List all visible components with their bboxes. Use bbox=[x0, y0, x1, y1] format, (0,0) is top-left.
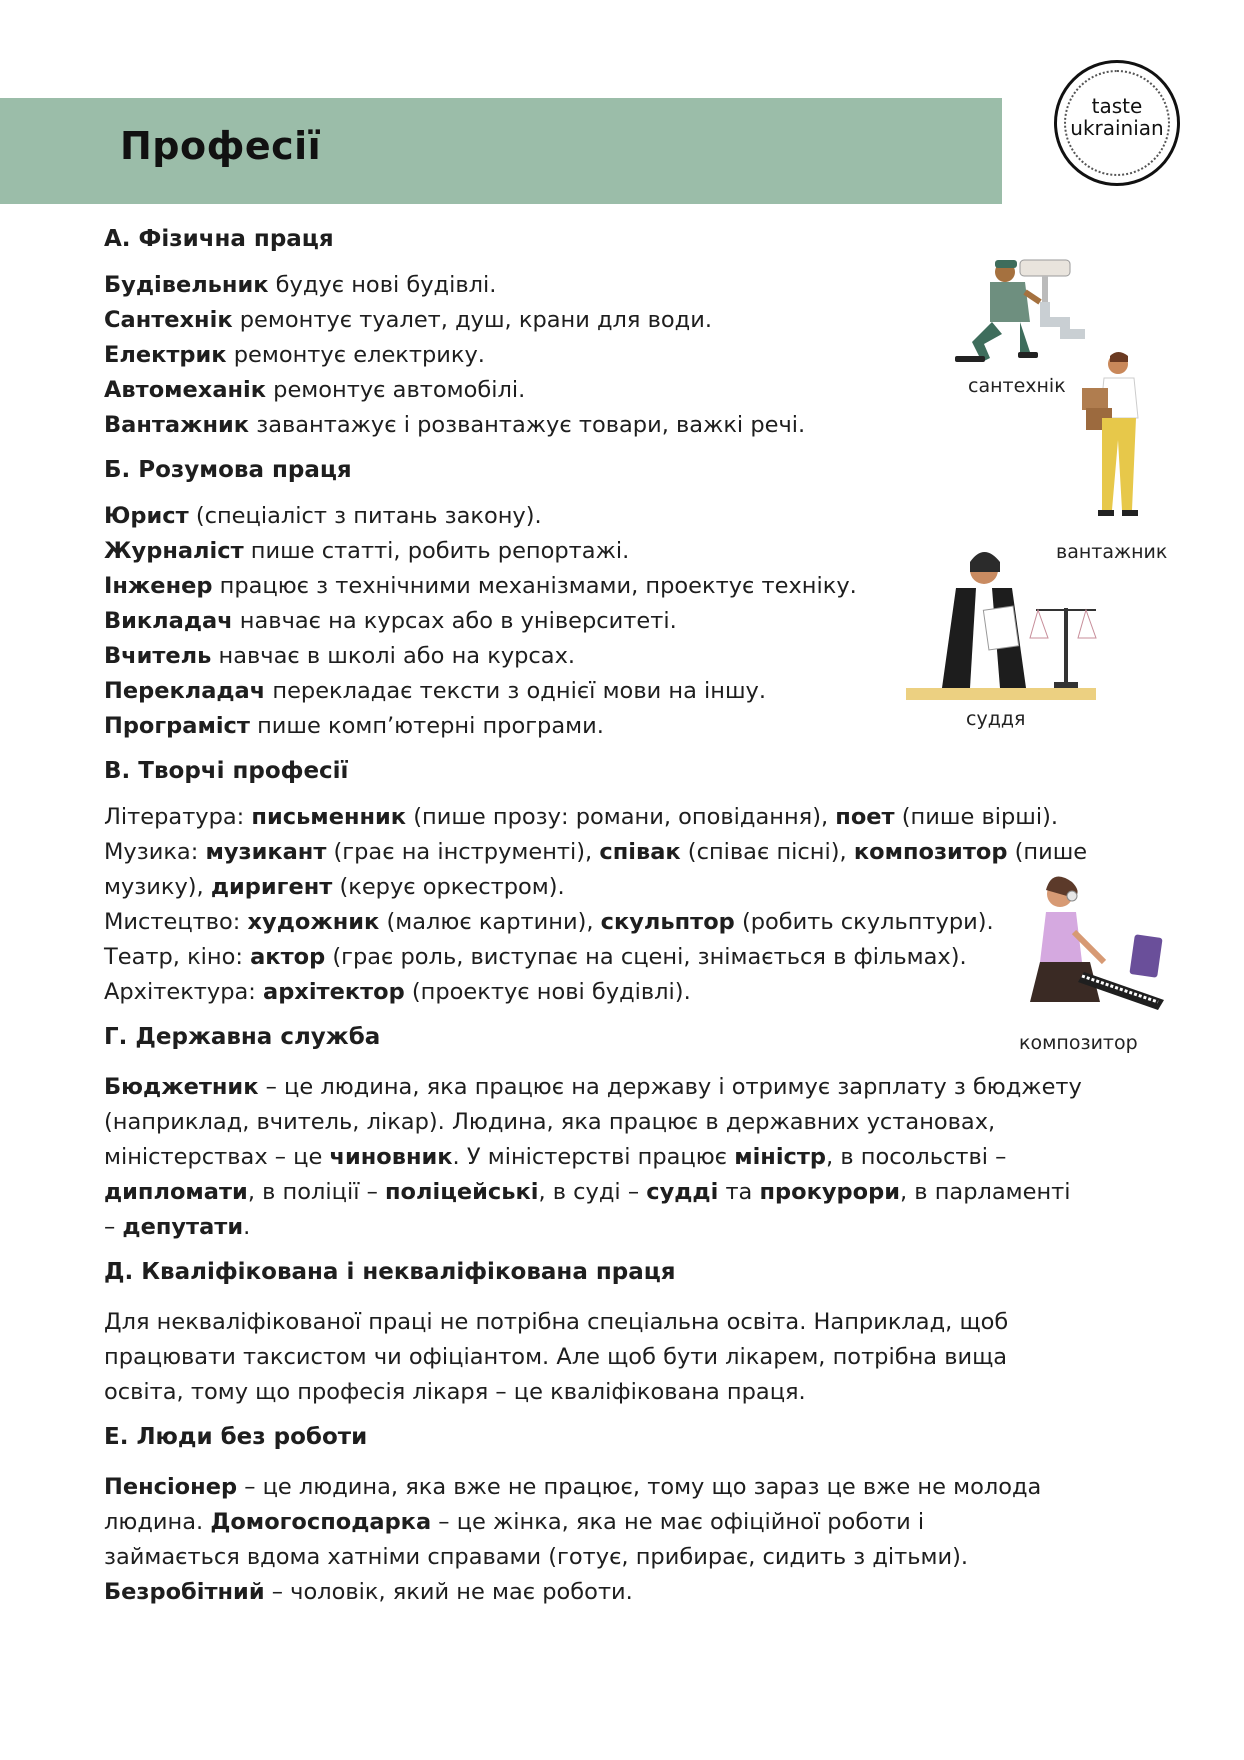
civil-text-4: , в поліції – bbox=[247, 1179, 386, 1205]
term-minister: міністр bbox=[734, 1144, 827, 1170]
section-title-b: Б. Розумова праця bbox=[104, 457, 352, 483]
taste-ukrainian-logo bbox=[1054, 60, 1180, 186]
term-diplomats: дипломати bbox=[104, 1179, 248, 1205]
logo-text bbox=[1057, 95, 1177, 139]
document-body bbox=[104, 222, 1134, 1616]
term-deputies: депутати bbox=[122, 1214, 244, 1240]
desc-composer: (пише музику), bbox=[104, 839, 1088, 900]
desc-actor: (грає роль, виступає на сцені, знімається в фільмах). bbox=[325, 944, 967, 970]
term-teacher: Вчитель bbox=[104, 643, 212, 669]
unemployed-paragraph bbox=[104, 1470, 1064, 1610]
term-official: чиновник bbox=[329, 1144, 453, 1170]
term-engineer: Інженер bbox=[104, 573, 213, 599]
term-sculptor: скульптор bbox=[600, 909, 735, 935]
line-translator bbox=[104, 674, 934, 709]
civil-text-7: , в парламенті – bbox=[104, 1179, 1071, 1240]
desc-painter: (малює картини), bbox=[379, 909, 601, 935]
desc-singer: (співає пісні), bbox=[680, 839, 854, 865]
term-musician: музикант bbox=[205, 839, 327, 865]
caption-composer: композитор bbox=[1019, 1032, 1138, 1054]
line-art bbox=[104, 905, 1024, 940]
term-budget-worker: Бюджетник bbox=[104, 1074, 259, 1100]
civil-text-3: , в посольстві – bbox=[826, 1144, 1007, 1170]
line-plumber bbox=[104, 303, 934, 338]
line-literature bbox=[104, 800, 1084, 835]
term-translator: Перекладач bbox=[104, 678, 266, 704]
theatre-label: Театр, кіно: bbox=[104, 944, 251, 970]
term-conductor: диригент bbox=[210, 874, 333, 900]
term-composer: композитор bbox=[853, 839, 1008, 865]
term-lecturer: Викладач bbox=[104, 608, 233, 634]
page-title: Професії bbox=[120, 124, 322, 168]
term-judges: судді bbox=[646, 1179, 719, 1205]
desc-programmer: пише комп’ютерні програми. bbox=[249, 713, 604, 739]
term-police: поліцейські bbox=[385, 1179, 539, 1205]
section-title-f: Е. Люди без роботи bbox=[104, 1424, 368, 1450]
line-builder bbox=[104, 268, 934, 303]
line-music bbox=[104, 835, 1120, 905]
line-loader bbox=[104, 408, 934, 443]
term-painter: художник bbox=[247, 909, 380, 935]
term-mechanic: Автомеханік bbox=[104, 377, 267, 403]
term-prosecutors: прокурори bbox=[759, 1179, 900, 1205]
desc-lawyer: (спеціаліст з питань закону). bbox=[188, 503, 542, 529]
term-poet: поет bbox=[835, 804, 895, 830]
desc-translator: перекладає тексти з однієї мови на іншу. bbox=[265, 678, 767, 704]
desc-plumber: ремонтує туалет, душ, крани для води. bbox=[232, 307, 712, 333]
section-creative bbox=[104, 754, 1134, 1010]
term-unemployed: Безробітний bbox=[104, 1579, 265, 1605]
logo-line-2: ukrainian bbox=[1070, 116, 1164, 140]
civil-text-2: . У міністерстві працює bbox=[452, 1144, 735, 1170]
civil-text-8: . bbox=[243, 1214, 251, 1240]
lit-label: Література: bbox=[104, 804, 252, 830]
section-qualified bbox=[104, 1255, 1134, 1410]
desc-journalist: пише статті, робить репортажі. bbox=[243, 538, 630, 564]
line-programmer bbox=[104, 709, 934, 744]
term-lawyer: Юрист bbox=[104, 503, 189, 529]
term-pensioner: Пенсіонер bbox=[104, 1474, 238, 1500]
caption-loader: вантажник bbox=[1056, 541, 1168, 563]
line-lawyer bbox=[104, 499, 934, 534]
desc-writer: (пише прозу: романи, оповідання), bbox=[406, 804, 836, 830]
term-singer: співак bbox=[599, 839, 681, 865]
section-unemployed bbox=[104, 1420, 1134, 1610]
art-label: Мистецтво: bbox=[104, 909, 248, 935]
term-programmer: Програміст bbox=[104, 713, 250, 739]
civil-service-paragraph bbox=[104, 1070, 1084, 1245]
section-mental-work bbox=[104, 453, 1134, 744]
line-architecture bbox=[104, 975, 1134, 1010]
music-label: Музика: bbox=[104, 839, 206, 865]
desc-electrician: ремонтує електрику. bbox=[226, 342, 485, 368]
desc-musician: (грає на інструменті), bbox=[326, 839, 600, 865]
desc-loader: завантажує і розвантажує товари, важкі речі. bbox=[249, 412, 806, 438]
logo-line-1: taste bbox=[1091, 94, 1143, 118]
caption-plumber: сантехнік bbox=[968, 375, 1066, 397]
term-builder: Будівельник bbox=[104, 272, 269, 298]
line-journalist bbox=[104, 534, 934, 569]
unemp-text-2: – це жінка, яка не має офіційної роботи і займається вдома хатніми справами (готує, прибирає, сидить з дітьми). bbox=[104, 1509, 969, 1570]
desc-engineer: працює з технічними механізмами, проектує техніку. bbox=[212, 573, 857, 599]
line-electrician bbox=[104, 338, 934, 373]
term-loader: Вантажник bbox=[104, 412, 250, 438]
section-title-e: Д. Кваліфікована і некваліфікована праця bbox=[104, 1259, 676, 1285]
section-civil-service bbox=[104, 1020, 1134, 1245]
caption-judge: суддя bbox=[966, 708, 1026, 730]
desc-sculptor: (робить скульптури). bbox=[734, 909, 994, 935]
desc-teacher: навчає в школі або на курсах. bbox=[211, 643, 576, 669]
term-writer: письменник bbox=[251, 804, 407, 830]
line-teacher bbox=[104, 639, 934, 674]
arch-label: Архітектура: bbox=[104, 979, 264, 1005]
section-title-d: Г. Державна служба bbox=[104, 1024, 381, 1050]
term-actor: актор bbox=[250, 944, 326, 970]
line-mechanic bbox=[104, 373, 934, 408]
section-title-c: В. Творчі професії bbox=[104, 758, 349, 784]
term-electrician: Електрик bbox=[104, 342, 227, 368]
desc-lecturer: навчає на курсах або в університеті. bbox=[232, 608, 677, 634]
desc-builder: будує нові будівлі. bbox=[268, 272, 497, 298]
line-lecturer bbox=[104, 604, 934, 639]
line-engineer bbox=[104, 569, 984, 604]
unemp-text-3: – чоловік, який не має роботи. bbox=[264, 1579, 633, 1605]
term-plumber: Сантехнік bbox=[104, 307, 233, 333]
qualified-paragraph: Для некваліфікованої праці не потрібна спеціальна освіта. Наприклад, щоб працювати таксистом чи офіціантом. Але щоб бути лікарем, потрібна вища освіта, тому що професія лікаря – це кваліфікована праця. bbox=[104, 1309, 1009, 1405]
desc-poet: (пише вірші). bbox=[894, 804, 1059, 830]
term-housewife: Домогосподарка bbox=[210, 1509, 432, 1535]
term-architect: архітектор bbox=[263, 979, 405, 1005]
section-title-a: А. Фізична праця bbox=[104, 226, 334, 252]
term-journalist: Журналіст bbox=[104, 538, 244, 564]
unemp-text-1: – це людина, яка вже не працює, тому що зараз це вже не молода людина. bbox=[104, 1474, 1042, 1535]
section-physical-work bbox=[104, 222, 1134, 443]
desc-architect: (проектує нові будівлі). bbox=[404, 979, 691, 1005]
line-theatre bbox=[104, 940, 1004, 975]
desc-conductor: (керує оркестром). bbox=[332, 874, 565, 900]
desc-mechanic: ремонтує автомобілі. bbox=[266, 377, 526, 403]
civil-text-5: , в суді – bbox=[538, 1179, 647, 1205]
civil-text-6: та bbox=[718, 1179, 760, 1205]
civil-text-1: – це людина, яка працює на державу і отримує зарплату з бюджету (наприклад, вчитель, лікар). Людина, яка працює в державних установах, міністерствах – це bbox=[104, 1074, 1082, 1170]
